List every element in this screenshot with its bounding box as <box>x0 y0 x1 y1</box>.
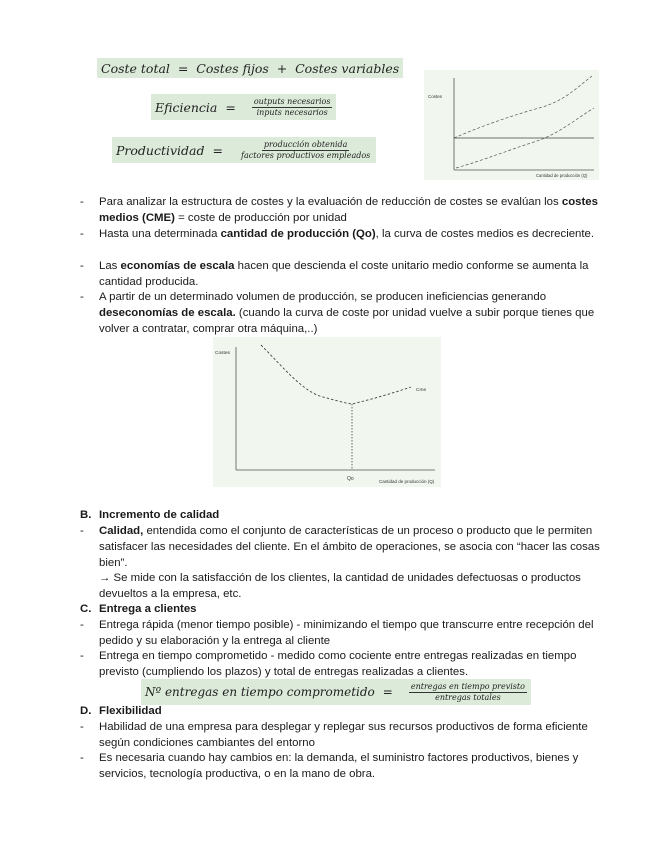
bullet-costes-3-bold: economías de escala <box>120 260 235 272</box>
bullet-dash: - <box>80 752 84 764</box>
mid-chart-curve-label: Cme <box>416 388 427 393</box>
bullet-costes-4-bold: deseconomías de escala. <box>99 307 236 319</box>
bullet-costes-3 <box>80 258 605 290</box>
formula-coste-total-text: Coste total = Costes fijos + Costes variables <box>101 60 400 76</box>
mid-chart-qo-label: Qo <box>347 476 354 482</box>
average-cost-chart-svg <box>213 337 441 487</box>
section-d-bullet-1 <box>80 719 605 751</box>
section-c-bullet-2-text: Entrega en tiempo comprometido - medido como cociente entre entregas realizadas en tiempo previsto (cumpliendo los plazos) y total de entregas realizadas a clientes. <box>99 650 577 678</box>
bullet-costes-4 <box>80 289 605 337</box>
bullet-costes-2-pre: Hasta una determinada <box>99 228 221 240</box>
formula-eficiencia-label: Eficiencia <box>155 99 218 115</box>
formula-productividad <box>112 137 376 163</box>
section-b-bullet-bold: Calidad, <box>99 525 144 537</box>
top-chart-x-label: Cantidad de producción (Q) <box>536 173 588 178</box>
section-b-title: Incremento de calidad <box>99 509 220 521</box>
formula-entregas-eq: = <box>382 685 393 699</box>
bullet-costes-2-post: , la curva de costes medios es decreciente. <box>375 228 595 240</box>
bullet-costes-2 <box>80 226 605 242</box>
section-c-bullet-2 <box>80 648 605 680</box>
section-b-arrow-note: → Se mide con la satisfacción de los clientes, la cantidad de unidades defectuosas o productos devueltos a la empresa, etc. <box>99 572 581 600</box>
bullet-costes-4-post: (cuando la curva de coste por unidad vuelve a subir porque tienes que volver a contratar, comprar otra máquina,..) <box>99 307 595 335</box>
bullet-dash: - <box>80 196 84 208</box>
section-d-bullet-2-text: Es necesaria cuando hay cambios en: la demanda, el suministro factores productivos, bienes y servicios, tecnología productiva, o en la mano de obra. <box>99 752 579 780</box>
bullet-dash: - <box>80 291 84 303</box>
section-b-heading <box>80 507 219 523</box>
formula-entregas <box>141 679 531 705</box>
formula-eficiencia-numerator: outputs necesarios <box>253 96 331 106</box>
formula-productividad-eq: = <box>212 142 223 158</box>
section-c-heading <box>80 601 197 617</box>
section-c-bullet-1-text: Entrega rápida (menor tiempo posible) - minimizando el tiempo que transcurre entre recepción del pedido y su elaboración y la entrega al cliente <box>99 619 594 647</box>
bullet-costes-1-post: = coste de producción por unidad <box>174 212 347 224</box>
bullet-dash: - <box>80 260 84 272</box>
formula-eficiencia-denominator: inputs necesarios <box>256 107 328 117</box>
section-d-heading <box>80 703 162 719</box>
formula-productividad-denominator: factores productivos empleados <box>241 150 371 160</box>
bullet-costes-1 <box>80 194 605 226</box>
formula-eficiencia <box>151 94 336 120</box>
formula-entregas-denominator: entregas totales <box>435 692 501 702</box>
formula-entregas-label: Nº entregas en tiempo comprometido <box>145 685 375 699</box>
bullet-dash: - <box>80 650 84 662</box>
formula-productividad-numerator: producción obtenida <box>263 139 348 149</box>
section-d-bullet-2 <box>80 750 605 782</box>
bullet-dash: - <box>80 721 84 733</box>
top-chart-total-cost-curve <box>454 76 592 138</box>
section-b-letter: B. <box>80 509 92 521</box>
bullet-costes-3-post: hacen que descienda el coste unitario medio conforme se aumenta la cantidad producida. <box>99 260 589 288</box>
cost-chart-top <box>424 70 599 180</box>
bullet-costes-3-pre: Las <box>99 260 121 272</box>
section-b-bullet-post: entendida como el conjunto de características de un proceso o producto que le permiten satisfacer las necesidades del cliente. En el ámbito de operaciones, se asocia con “hacer las cosas bien”. <box>99 525 600 569</box>
bullet-dash: - <box>80 619 84 631</box>
bullet-costes-1-bold: costes medios (CME) <box>99 196 598 224</box>
bullet-dash: - <box>80 525 84 537</box>
formula-productividad-label: Productividad <box>116 142 205 158</box>
section-d-title: Flexibilidad <box>99 705 162 717</box>
average-cost-chart <box>213 337 441 487</box>
bullet-costes-4-pre: A partir de un determinado volumen de producción, se producen ineficiencias generando <box>99 291 547 303</box>
section-d-bullet-1-text: Habilidad de una empresa para desplegar y replegar sus recursos productivos de forma eficiente según condiciones cambiantes del entorno <box>99 721 588 749</box>
formula-entregas-numerator: entregas en tiempo previsto <box>410 681 525 691</box>
bullet-costes-1-pre: Para analizar la estructura de costes y la evaluación de reducción de costes se evalúan los <box>99 196 562 208</box>
section-b-bullet <box>80 523 605 571</box>
section-d-letter: D. <box>80 705 92 717</box>
bullet-costes-2-bold: cantidad de producción (Qo) <box>220 228 376 240</box>
formula-coste-total <box>97 58 403 78</box>
top-chart-y-label: Costes <box>428 94 443 99</box>
formula-productividad-fraction <box>239 140 372 161</box>
formula-eficiencia-fraction <box>252 97 333 118</box>
section-c-letter: C. <box>80 603 92 615</box>
section-c-bullet-1 <box>80 617 605 649</box>
mid-chart-cme-curve <box>261 345 411 404</box>
bullet-dash: - <box>80 228 84 240</box>
mid-chart-x-label: Cantidad de producción (Q) <box>379 479 435 484</box>
section-c-title: Entrega a clientes <box>99 603 197 615</box>
formula-eficiencia-eq: = <box>225 99 236 115</box>
formula-entregas-fraction <box>409 682 527 703</box>
mid-chart-y-label: Costes <box>215 351 230 356</box>
cost-chart-top-svg <box>424 70 599 180</box>
